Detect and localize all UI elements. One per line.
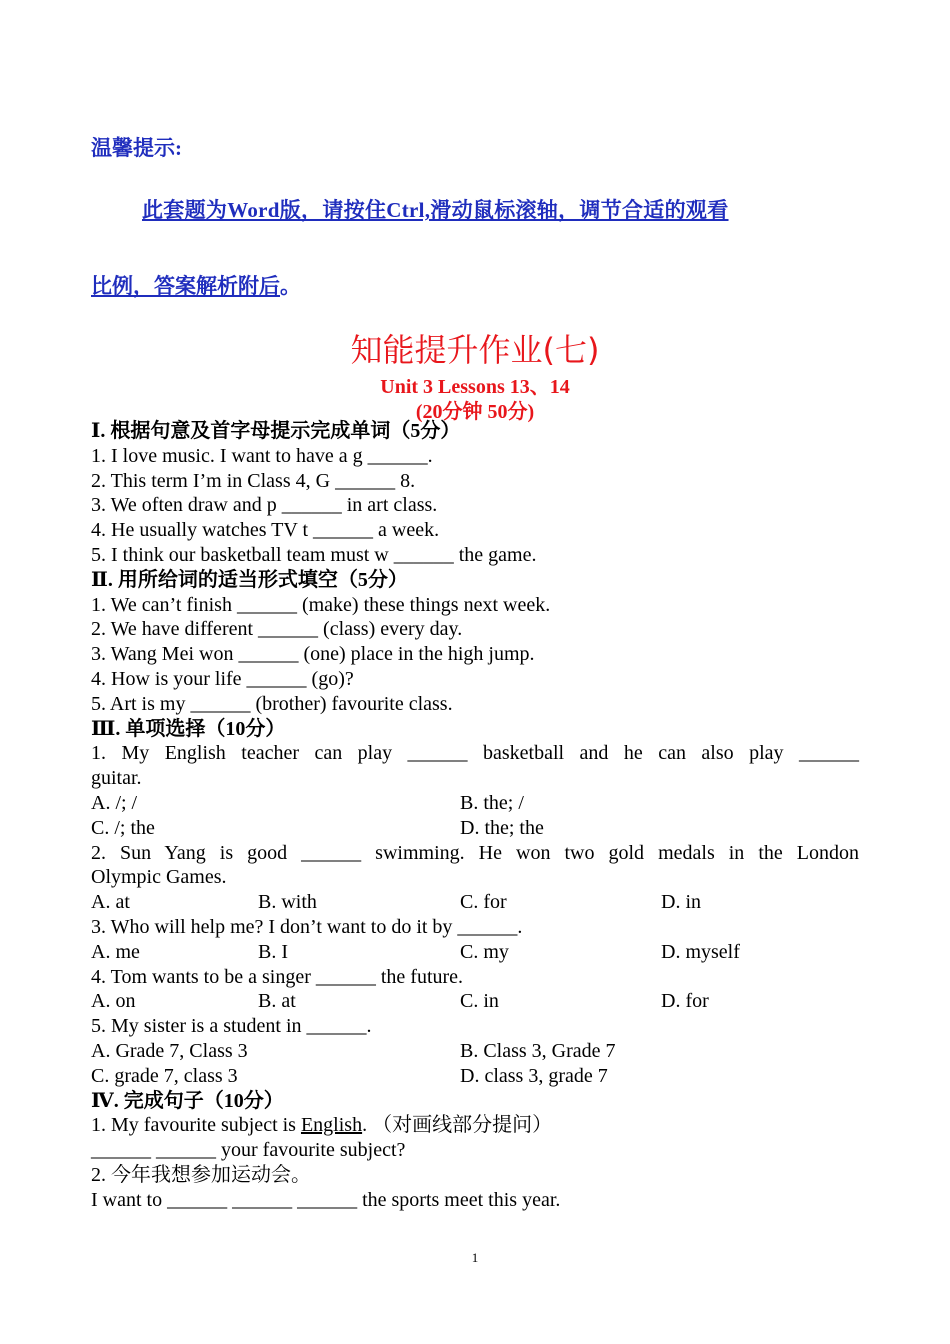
s3-q1-options-row-2 (91, 816, 859, 841)
tip-line-2 (91, 270, 301, 300)
s3-q5: 5. My sister is a student in ______. (91, 1015, 372, 1038)
tip-line-1: 此套题为Word版，请按住Ctrl,滑动鼠标滚轴，调节合适的观看 (142, 198, 729, 222)
option-c: C. for (460, 891, 507, 914)
s2-item-1: 1. We can’t finish ______ (make) these things next week. (91, 593, 551, 616)
s3-q4: 4. Tom wants to be a singer ______ the future. (91, 965, 464, 988)
option-d: D. class 3, grade 7 (460, 1064, 608, 1087)
s3-q3: 3. Who will help me? I don’t want to do it by ______. (91, 915, 523, 938)
s2-item-5: 5. Art is my ______ (brother) favourite class. (91, 692, 453, 715)
option-c: C. my (460, 940, 509, 963)
s1-item-4: 4. He usually watches TV t ______ a week. (91, 519, 440, 542)
section-1-heading: Ⅰ. 根据句意及首字母提示完成单词（5分） (91, 420, 461, 442)
s3-q5-options-row-2 (91, 1064, 859, 1089)
s3-q1-options-row-1 (91, 791, 859, 816)
s1-item-5: 5. I think our basketball team must w ______ the game. (91, 543, 537, 566)
option-d: D. for (661, 990, 709, 1013)
section-4-heading: Ⅳ. 完成句子（10分） (91, 1089, 284, 1112)
option-a: A. /; / (91, 791, 138, 814)
s4-q1-answer: ______ ______ your favourite subject? (91, 1139, 406, 1162)
option-a: A. me (91, 940, 140, 963)
exercise-content (91, 419, 859, 1213)
s3-q4-options (91, 989, 859, 1014)
s4-q1-prefix: 1. My favourite subject is (91, 1114, 301, 1137)
s4-q1-underlined: English (300, 1114, 363, 1137)
s2-item-2: 2. We have different ______ (class) every day. (91, 618, 463, 641)
s4-q2: 2. 今年我想参加运动会。 (91, 1163, 311, 1186)
s2-item-4: 4. How is your life ______ (go)? (91, 667, 354, 690)
option-b: B. Class 3, Grade 7 (460, 1039, 616, 1062)
s3-q5-options-row-1 (91, 1039, 859, 1064)
s2-item-3: 3. Wang Mei won ______ (one) place in the high jump. (91, 643, 535, 666)
option-d: D. myself (661, 940, 740, 963)
option-b: B. at (258, 990, 296, 1013)
option-d: D. the; the (460, 816, 544, 839)
option-c: C. grade 7, class 3 (91, 1064, 238, 1087)
s3-q3-options (91, 940, 859, 965)
option-b: B. with (258, 891, 317, 914)
unit-subtitle: Unit 3 Lessons 13、14 (380, 376, 570, 398)
section-2-heading: Ⅱ. 用所给词的适当形式填空（5分） (91, 568, 408, 591)
s3-q1-line-1: 1. My English teacher can play ______ basketball and he can also play ______ (91, 742, 859, 765)
option-d: D. in (661, 891, 701, 914)
s1-item-3: 3. We often draw and p ______ in art class. (91, 494, 438, 517)
option-b: B. the; / (460, 791, 524, 814)
option-c: C. in (460, 990, 499, 1013)
s4-q1-suffix: . （对画线部分提问） (362, 1114, 553, 1137)
page-title: 知能提升作业(七) (350, 331, 600, 369)
s3-q1-line-2: guitar. (91, 767, 142, 790)
s3-q2-line-2: Olympic Games. (91, 866, 227, 889)
option-b: B. I (258, 940, 288, 963)
tip-line-2-underlined: 比例，答案解析附后 (91, 274, 280, 298)
s1-item-2: 2. This term I’m in Class 4, G ______ 8. (91, 469, 416, 492)
s3-q2-options (91, 890, 859, 915)
option-a: A. Grade 7, Class 3 (91, 1039, 248, 1062)
option-c: C. /; the (91, 816, 155, 839)
time-score: (20分钟 50分) (415, 401, 535, 423)
s4-q2-answer: I want to ______ ______ ______ the sports meet this year. (91, 1188, 561, 1211)
tip-title: 温馨提示: (91, 136, 182, 160)
tip-line-2-end: 。 (280, 274, 301, 298)
s4-q1 (91, 1113, 859, 1138)
s3-q2-line-1: 2. Sun Yang is good ______ swimming. He won two gold medals in the London (91, 841, 859, 864)
s1-item-1: 1. I love music. I want to have a g ______. (91, 444, 433, 467)
option-a: A. at (91, 891, 130, 914)
page-number: 1 (471, 1250, 479, 1265)
section-3-heading: Ⅲ. 单项选择（10分） (91, 717, 286, 740)
option-a: A. on (91, 990, 136, 1013)
